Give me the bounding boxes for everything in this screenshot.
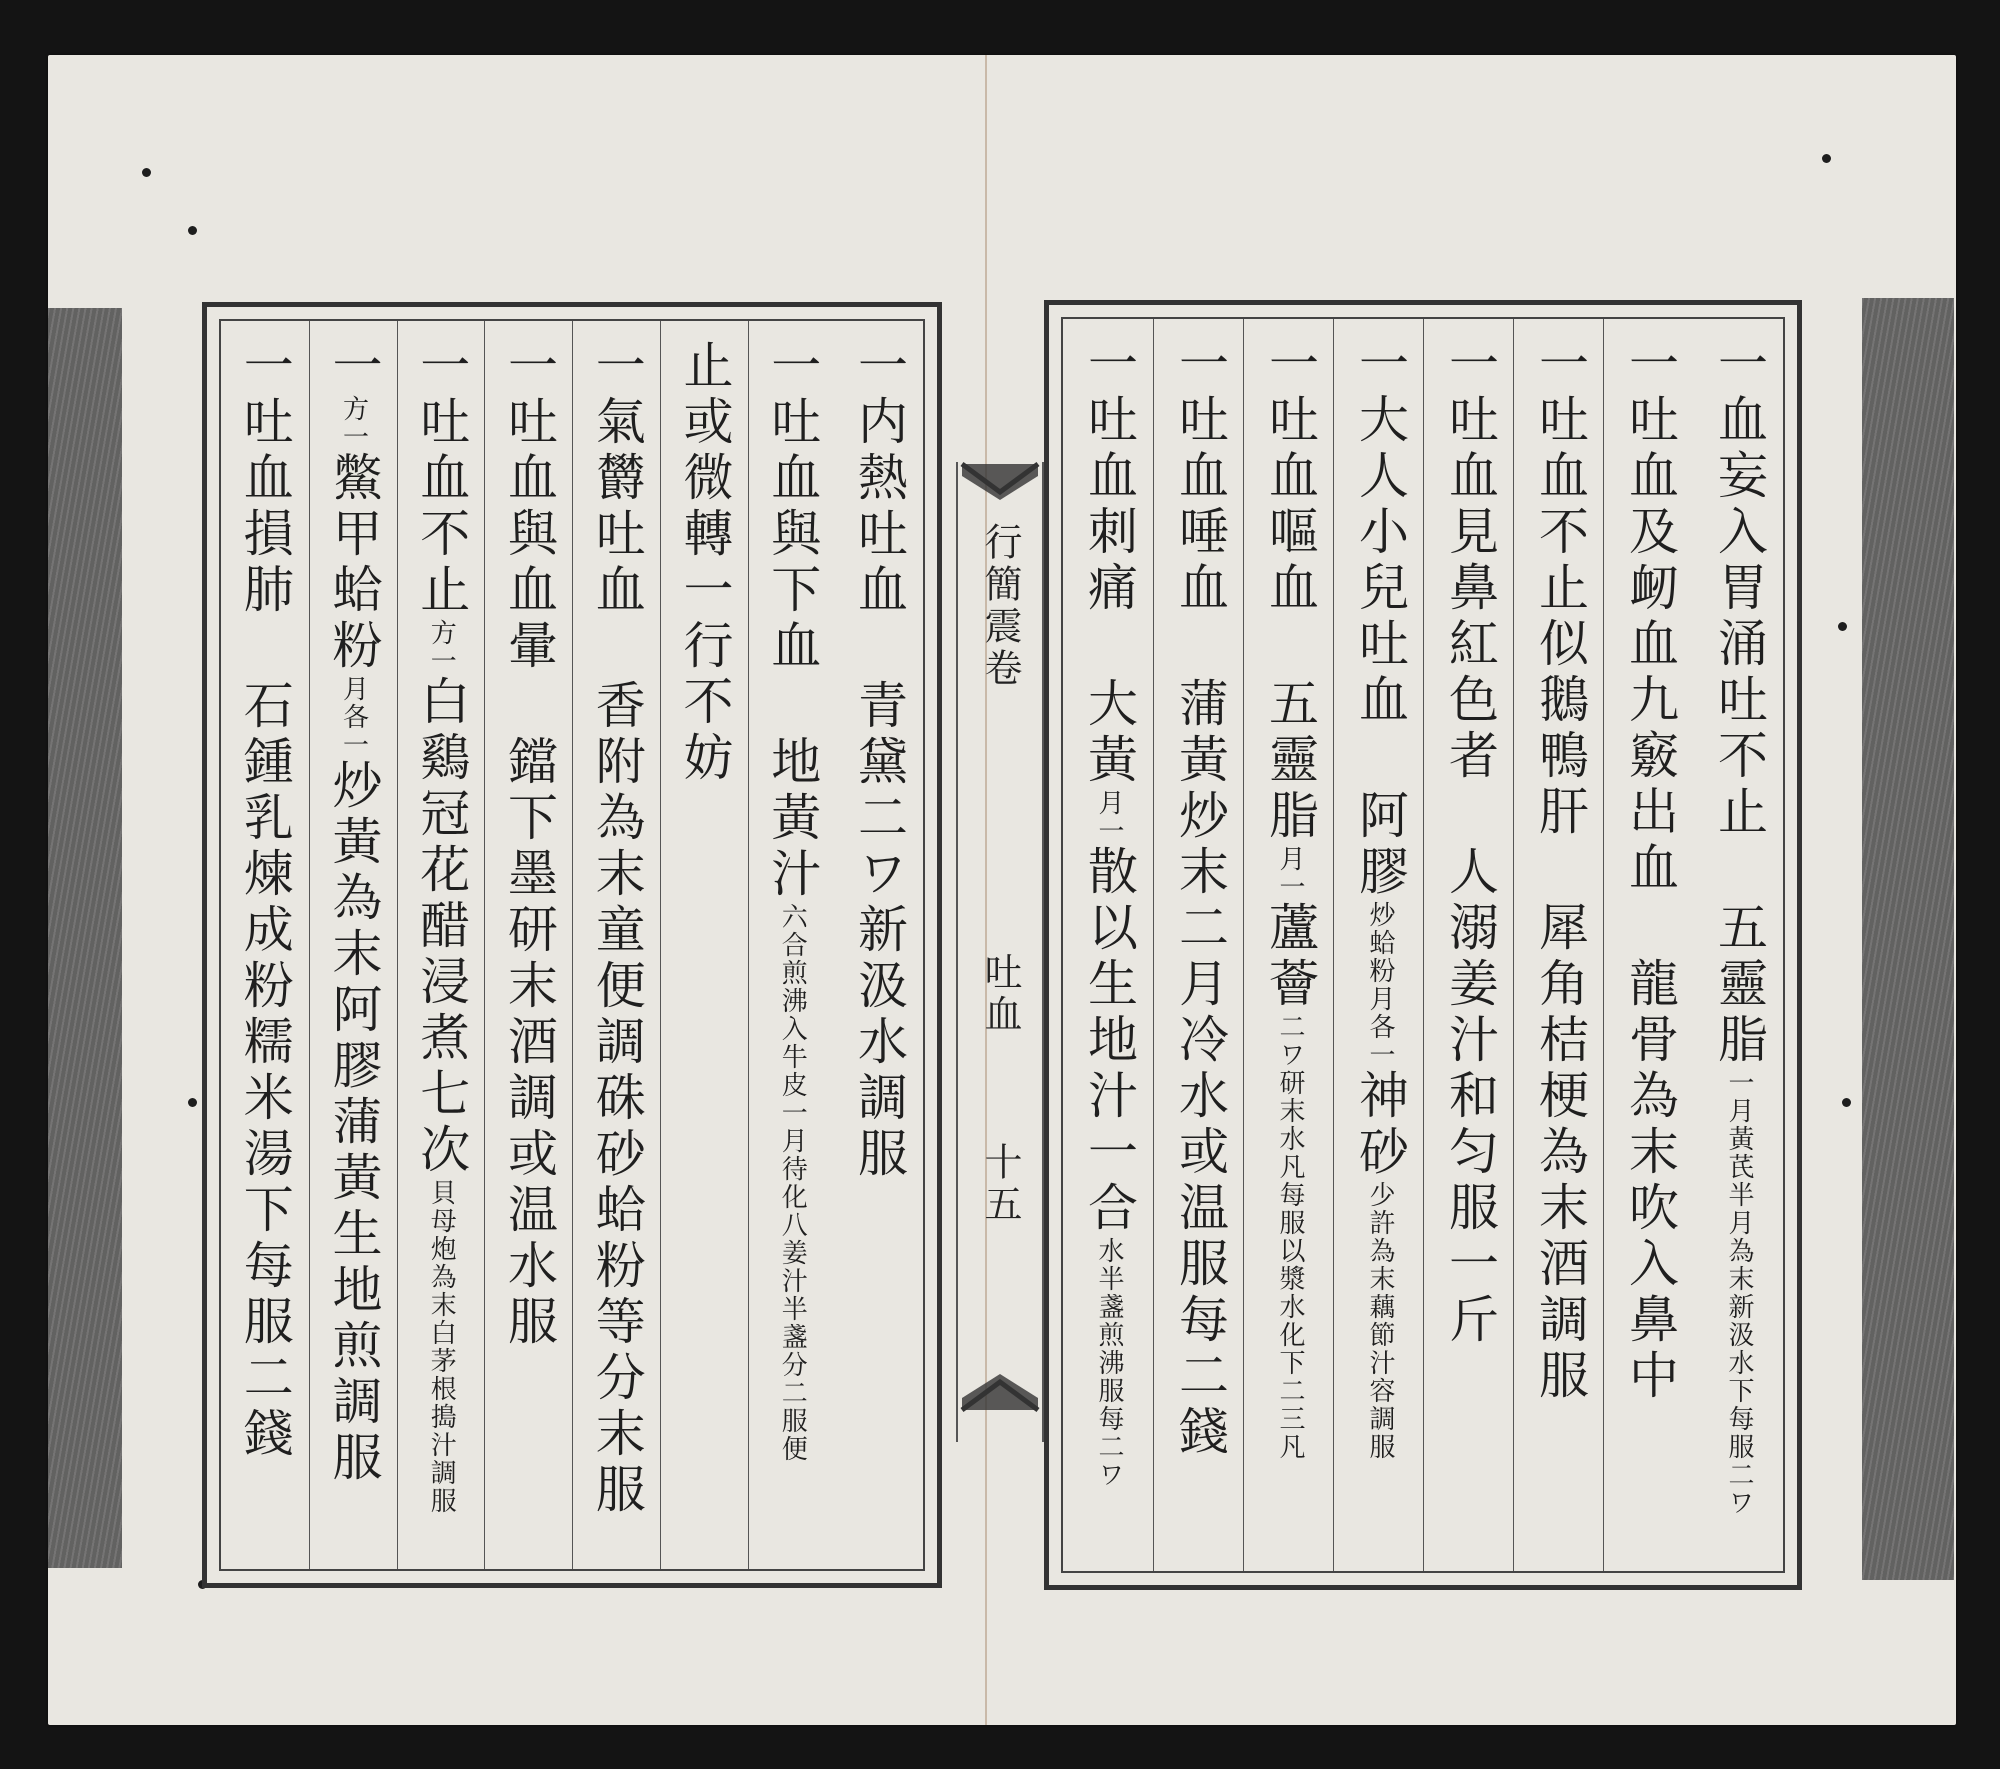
hole <box>188 226 197 235</box>
left-tail-note: 月各一 <box>338 675 369 759</box>
right-column-text <box>1424 337 1514 1349</box>
left-column <box>221 321 309 1569</box>
left-column <box>397 321 486 1569</box>
right-tail: 蘆薈 <box>1261 901 1319 1013</box>
right-column <box>1153 319 1244 1571</box>
left-column-text <box>835 339 923 1183</box>
left-column-text <box>221 339 309 1463</box>
fishtail-top-icon <box>960 462 1040 502</box>
right-main: 五靈脂 <box>1261 677 1319 845</box>
right-column-text <box>1693 337 1783 1517</box>
right-column <box>1603 319 1694 1571</box>
left-main: 地黃汁 <box>763 735 822 903</box>
right-main: 龍骨為末吹入鼻中 <box>1621 957 1679 1405</box>
left-column <box>835 321 923 1569</box>
right-column-text <box>1063 337 1153 1489</box>
right-main: 犀角桔梗為末酒調服 <box>1531 901 1589 1405</box>
left-column-text <box>485 339 573 1351</box>
section-title: 吐血 <box>978 952 1022 1036</box>
right-column-text <box>1154 337 1244 1461</box>
left-note: 方一 <box>426 619 457 675</box>
left-head: 一吐血與血暈 <box>500 339 558 675</box>
left-head: 一吐血不止 <box>412 339 471 619</box>
right-column <box>1243 319 1334 1571</box>
right-tail-note: 二ワ研末水凡每服以漿水化下二三凡 <box>1275 1013 1305 1461</box>
right-column <box>1063 319 1153 1571</box>
right-column-text <box>1604 337 1694 1405</box>
left-tail: 鱉甲蛤粉 <box>324 451 383 675</box>
left-main: 香附為末童便調硃砂蛤粉等分末服 <box>587 679 646 1519</box>
left-head: 一内熱吐血 <box>850 339 908 619</box>
fishtail-bottom-icon <box>960 1372 1040 1412</box>
right-column <box>1513 319 1604 1571</box>
right-tail-note: 水半盞煎沸服每二ワ <box>1094 1237 1124 1489</box>
right-text-panel <box>1044 300 1802 1590</box>
right-note: 炒蛤粉月各一 <box>1365 901 1395 1069</box>
right-head: 一吐血不止似鵝鴨肝 <box>1531 337 1589 841</box>
hole <box>1822 154 1831 163</box>
left-text-panel <box>202 302 942 1588</box>
left-tail2: 炒黃為末阿膠蒲黃生地煎調服 <box>324 759 383 1487</box>
right-tail: 散以生地汁一合 <box>1080 845 1138 1237</box>
left-column <box>309 321 398 1569</box>
left-column-text <box>398 339 486 1515</box>
right-main: 五靈脂 <box>1710 901 1768 1069</box>
right-head: 一吐血嘔血 <box>1261 337 1319 617</box>
page-number: 十五 <box>978 1142 1022 1226</box>
right-main: 蒲黃炒末二月冷水或温服每二錢 <box>1171 677 1229 1461</box>
left-edge-smudge <box>48 308 122 1568</box>
right-note: 一月黃芪半月為末新汲水下每服二ワ <box>1724 1069 1754 1517</box>
right-column-text <box>1244 337 1334 1461</box>
hole <box>188 1098 197 1107</box>
right-head: 一大人小兒吐血 <box>1351 337 1409 729</box>
left-head: 一吐血與下血 <box>763 339 822 675</box>
right-head: 一吐血唾血 <box>1171 337 1229 617</box>
left-column <box>660 321 749 1569</box>
left-main: 石鍾乳煉成粉糯米湯下每服二錢 <box>235 679 294 1463</box>
left-tail-note: 貝母炮為末白茅根搗汁調服 <box>426 1179 457 1515</box>
right-column-text <box>1334 337 1424 1461</box>
center-band <box>956 462 1044 1442</box>
right-column-text <box>1514 337 1604 1405</box>
left-main: 鐺下墨研末酒調或温水服 <box>500 735 558 1351</box>
left-note: 方一 <box>338 395 369 451</box>
left-column <box>572 321 661 1569</box>
right-head: 一吐血見鼻紅色者 <box>1441 337 1499 785</box>
left-head: 一 <box>324 339 383 395</box>
right-main: 阿膠 <box>1351 789 1409 901</box>
left-panel-frame <box>219 319 925 1571</box>
book-title: 行簡震卷 <box>978 522 1022 690</box>
right-head: 一血妄入胃涌吐不止 <box>1710 337 1768 841</box>
left-column <box>484 321 573 1569</box>
left-column <box>748 321 837 1569</box>
left-tail: 白鷄冠花醋浸煮七次 <box>412 675 471 1179</box>
left-column-text <box>749 339 837 1463</box>
right-panel-frame <box>1061 317 1785 1573</box>
right-column <box>1693 319 1783 1571</box>
left-note: 六合煎沸入牛皮一月待化八姜汁半盞分二服便 <box>777 903 808 1463</box>
left-head: 一氣欝吐血 <box>587 339 646 619</box>
hole <box>1842 1098 1851 1107</box>
hole <box>1838 622 1847 631</box>
right-edge-smudge <box>1862 298 1954 1580</box>
right-note: 月一 <box>1094 789 1124 845</box>
right-tail: 神砂 <box>1351 1069 1409 1181</box>
left-column-text <box>573 339 661 1519</box>
right-column <box>1333 319 1424 1571</box>
left-column-text <box>310 339 398 1487</box>
right-head: 一吐血及衂血九竅出血 <box>1621 337 1679 897</box>
left-main: 青黛二ワ新汲水調服 <box>850 679 908 1183</box>
right-tail-note: 少許為末藕節汁容調服 <box>1365 1181 1395 1461</box>
right-note: 月一 <box>1275 845 1305 901</box>
left-column-text <box>661 339 749 787</box>
hole <box>142 168 151 177</box>
right-head: 一吐血刺痛 <box>1080 337 1138 617</box>
right-main: 大黃 <box>1080 677 1138 789</box>
right-column <box>1423 319 1514 1571</box>
right-main: 人溺姜汁和匀服一斤 <box>1441 845 1499 1349</box>
left-head: 止或微轉一行不妨 <box>675 339 734 787</box>
left-head: 一吐血損肺 <box>235 339 294 619</box>
